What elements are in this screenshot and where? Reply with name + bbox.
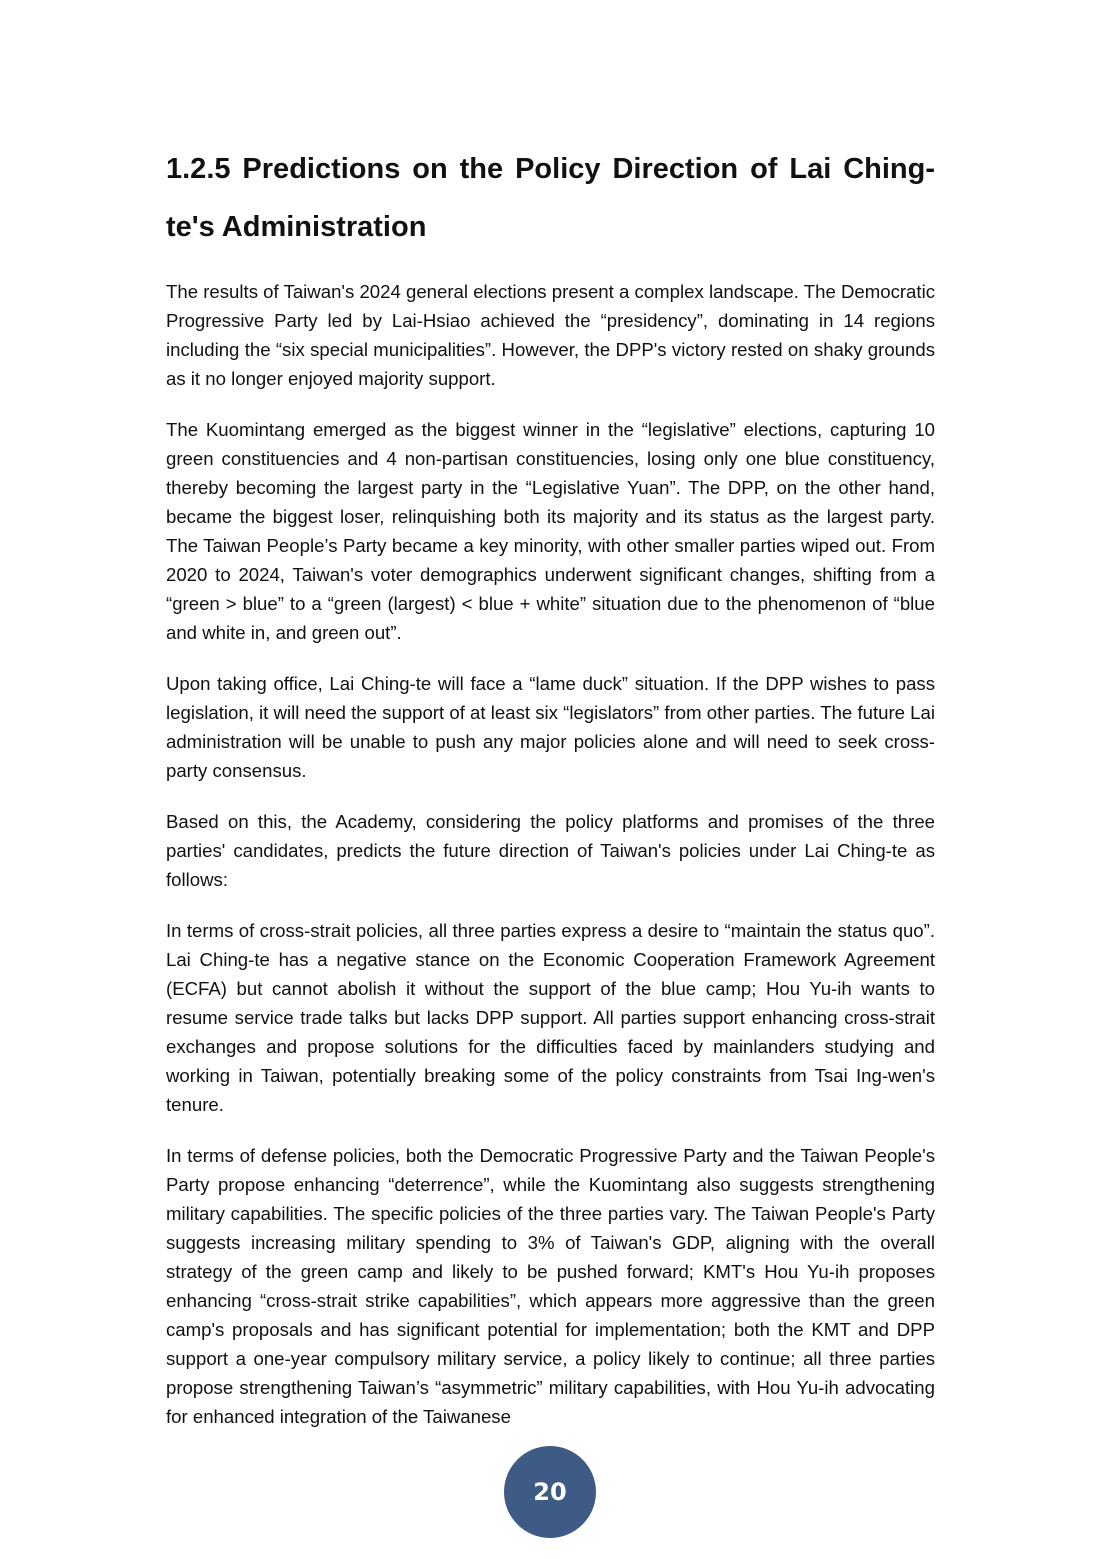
paragraph-legislative-elections: The Kuomintang emerged as the biggest winner in the “legislative” elections, capturing 10 green constituencies and 4 non-partisan constituencies, losing only one blue constituency, thereby becoming the largest party in the “Legislative Yuan”. The DPP, on the other hand, became the biggest loser, relinquishing both its majority and its status as the largest party. The Taiwan People’s Party became a key minority, with other smaller parties wiped out. From 2020 to 2024, Taiwan's voter demographics underwent significant changes, shifting from a “green > blue” to a “green (largest) < blue + white” situation due to the phenomenon of “blue and white in, and green out”. (166, 419, 935, 643)
paragraph-defense-policies: In terms of defense policies, both the Democratic Progressive Party and the Taiwan People's Party propose enhancing “deterrence”, while the Kuomintang also suggests strengthening military capabilities. The specific policies of the three parties vary. The Taiwan People's Party suggests increasing military spending to 3% of Taiwan's GDP, aligning with the overall strategy of the green camp and likely to be pushed forward; KMT's Hou Yu-ih proposes enhancing “cross-strait strike capabilities”, which appears more aggressive than the green camp's proposals and has significant potential for implementation; both the KMT and DPP support a one-year compulsory military service, a policy likely to continue; all three parties propose strengthening Taiwan’s “asymmetric” military capabilities, with Hou Yu-ih advocating for enhanced integration of the Taiwanese (166, 1145, 935, 1427)
paragraph-election-results: The results of Taiwan's 2024 general elections present a complex landscape. The Democratic Progressive Party led by Lai-Hsiao achieved the “presidency”, dominating in 14 regions including the “six special municipalities”. However, the DPP's victory rested on shaky grounds as it no longer enjoyed majority support. (166, 281, 935, 389)
section-heading: 1.2.5 Predictions on the Policy Direction of Lai Ching-te's Administration (166, 153, 935, 243)
page-body (166, 140, 935, 1453)
page-number-badge (504, 1446, 596, 1538)
page-number: 20 (533, 1478, 567, 1506)
paragraph-lame-duck: Upon taking office, Lai Ching-te will face a “lame duck” situation. If the DPP wishes to pass legislation, it will need the support of at least six “legislators” from other parties. The future Lai administration will be unable to push any major policies alone and will need to seek cross-party consensus. (166, 673, 935, 781)
paragraph-cross-strait-policies: In terms of cross-strait policies, all three parties express a desire to “maintain the status quo”. Lai Ching-te has a negative stance on the Economic Cooperation Framework Agreement (ECFA) but cannot abolish it without the support of the blue camp; Hou Yu-ih wants to resume service trade talks but lacks DPP support. All parties support enhancing cross-strait exchanges and propose solutions for the difficulties faced by mainlanders studying and working in Taiwan, potentially breaking some of the policy constraints from Tsai Ing-wen's tenure. (166, 920, 935, 1115)
paragraph-predictions-intro: Based on this, the Academy, considering the policy platforms and promises of the three parties' candidates, predicts the future direction of Taiwan's policies under Lai Ching-te as follows: (166, 811, 935, 890)
